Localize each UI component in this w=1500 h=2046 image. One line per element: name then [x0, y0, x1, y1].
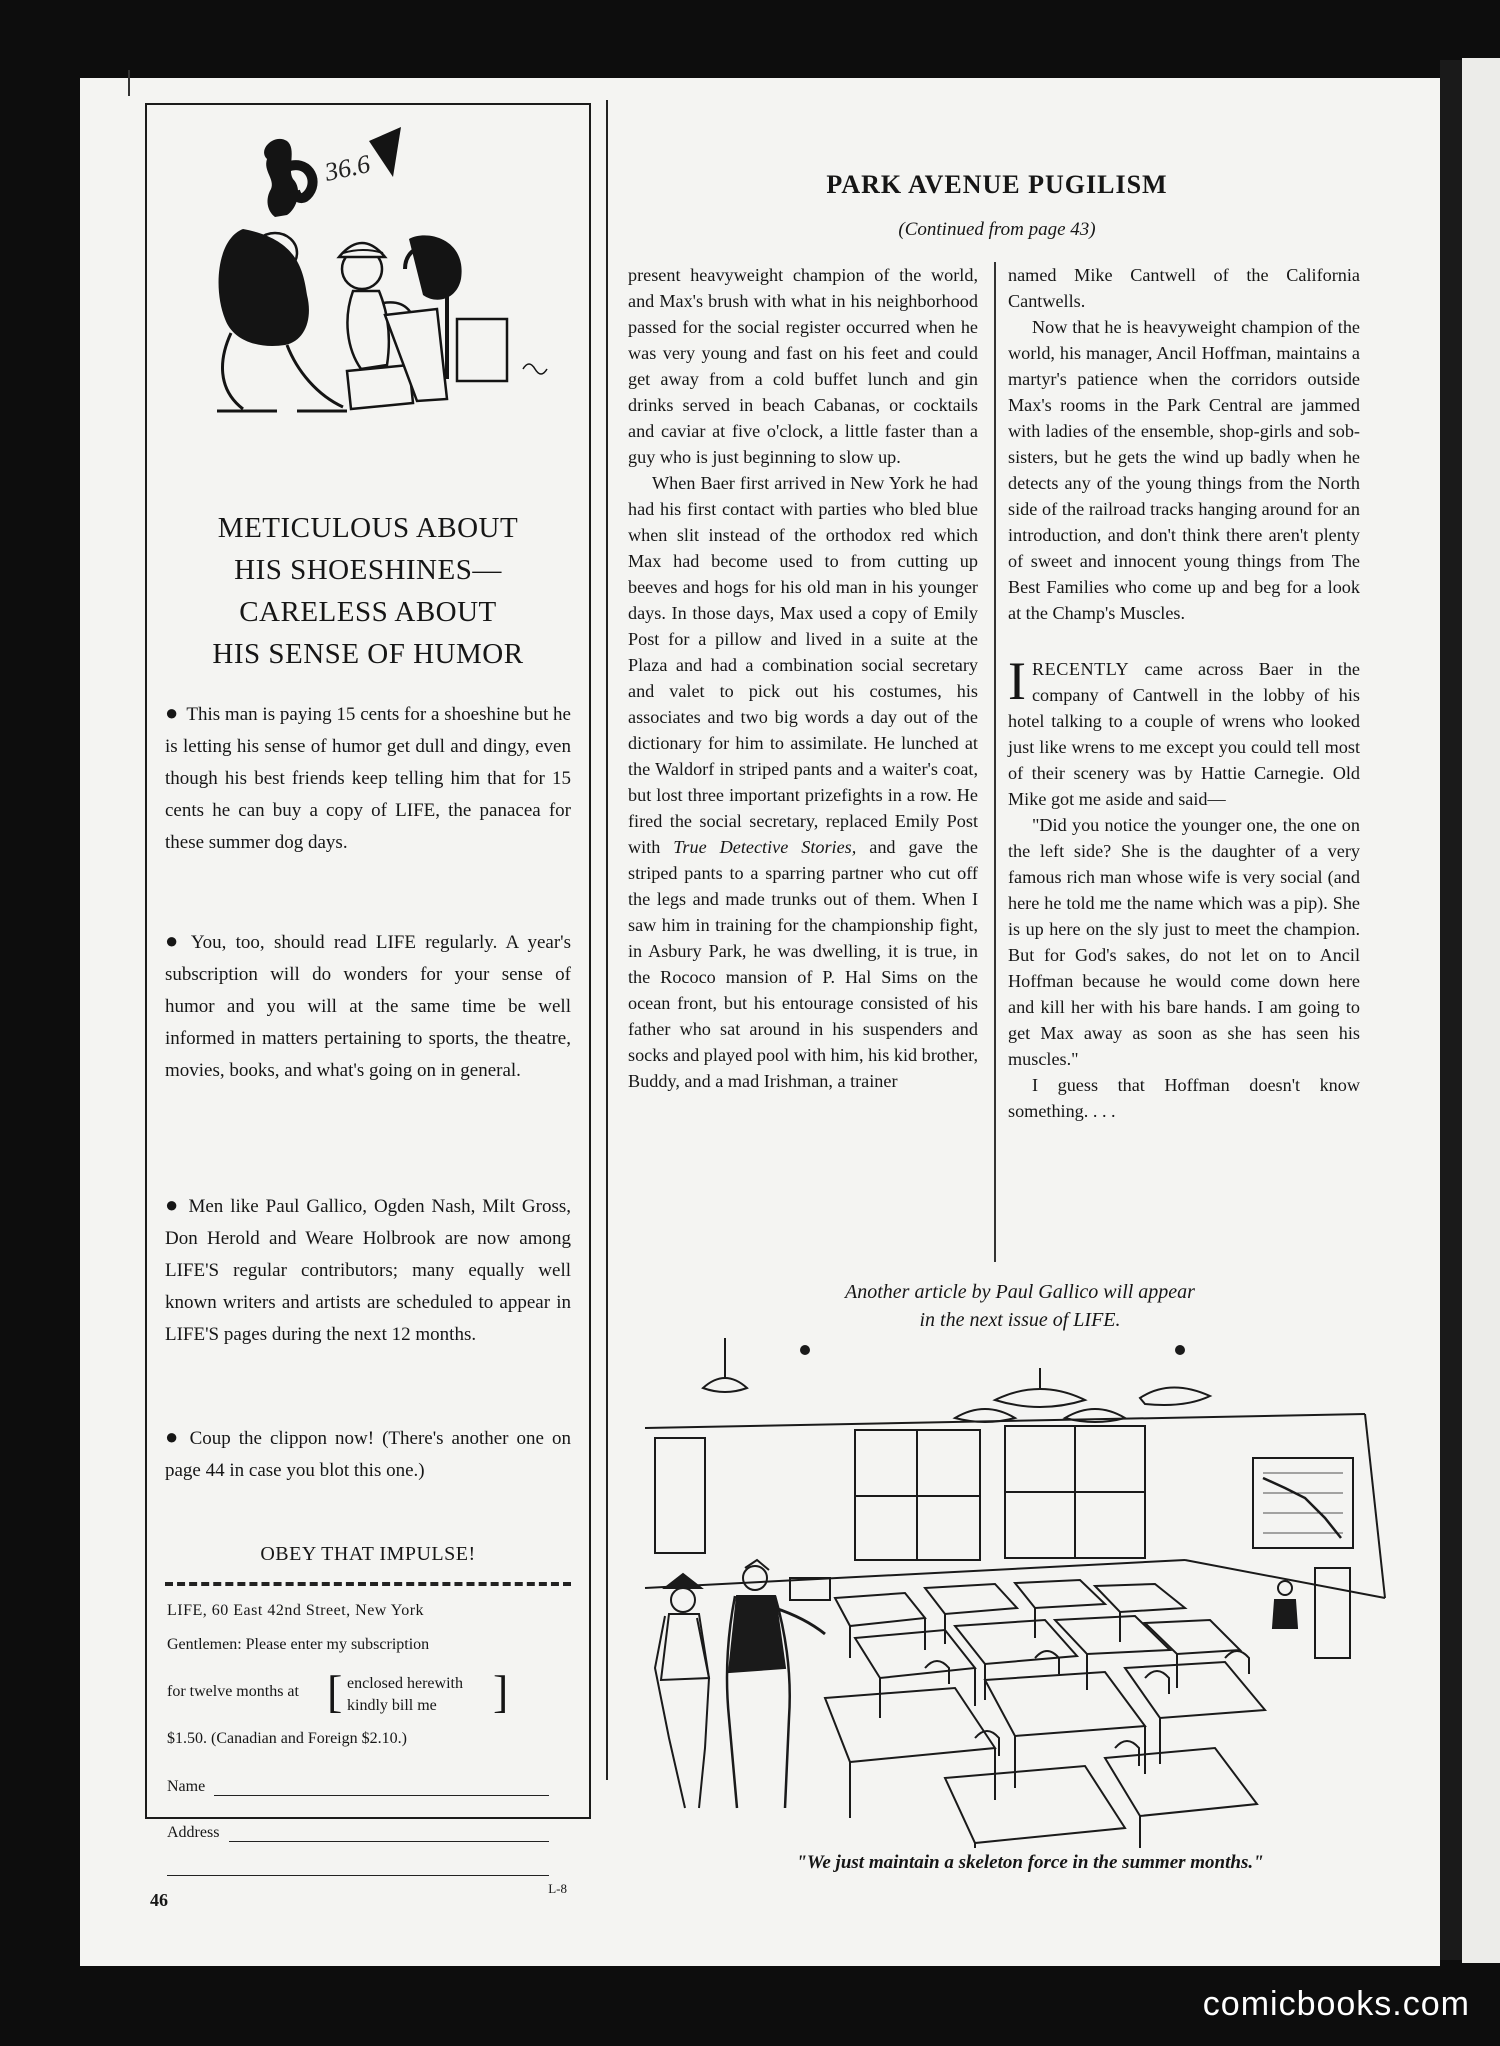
ad-slogan: OBEY THAT IMPULSE! — [260, 1543, 476, 1565]
ad-paragraph: ● Men like Paul Gallico, Ogden Nash, Milt Gross, Don Herold and Weare Holbrook are now among LIFE'S regular contributors; many equally well known writers and artists are scheduled to appear in LIFE'S pages during the next 12 months. — [165, 1192, 571, 1345]
headline-line: HIS SHOESHINES— — [234, 554, 502, 586]
article-title: PARK AVENUE PUGILISM — [826, 170, 1168, 199]
article-paragraph: present heavyweight champion of the world, and Max's brush with what in his neighborhood passed for the social register occurred when he was very young and fast on his feet and could get away from a cold buffet lunch and gin drinks served in beach Cabanas, or cocktails and caviar at five o'clock, a little faster than a guy who is just beginning to slow up. — [628, 265, 978, 467]
article-paragraph: Now that he is heavyweight champion of the world, his manager, Ancil Hoffman, maintains a martyr's patience when the corridors outside Max's rooms in the Park Central are jammed with ladies of the ensemble, shop-girls and sob-sisters, but he gets the wind up badly when he detects any of the young things from the North side of the railroad tracks hanging around for an introduction, and don't think there aren't plenty of sweet and innocent young things from The Best Families who come up and beg for a look at the Champ's Muscles. — [1008, 317, 1360, 623]
article-column-2 — [1008, 262, 1360, 1124]
name-label: Name — [167, 1778, 206, 1795]
office-cartoon — [625, 1338, 1405, 1848]
address-field-2[interactable] — [167, 1875, 549, 1876]
option-enclosed[interactable]: enclosed herewith — [347, 1675, 463, 1692]
cartoon-scribble: 36.6 — [322, 149, 373, 187]
payment-options — [347, 1673, 463, 1717]
ad-headline — [147, 507, 589, 675]
option-bill[interactable]: kindly bill me — [347, 1697, 437, 1714]
coupon-price: $1.50. (Canadian and Foreign $2.10.) — [167, 1730, 407, 1747]
site-watermark: comicbooks.com — [1202, 1985, 1470, 2023]
headline-line: HIS SENSE OF HUMOR — [212, 638, 524, 670]
promo-line: Another article by Paul Gallico will appear — [845, 1281, 1195, 1303]
page-binding-edge — [1440, 60, 1462, 1960]
name-field[interactable] — [214, 1795, 549, 1796]
shoeshine-cartoon — [147, 119, 589, 419]
coupon-code: L-8 — [548, 1881, 567, 1896]
address-field[interactable] — [229, 1841, 549, 1842]
article-paragraph: named Mike Cantwell of the California Cantwells. — [1008, 265, 1360, 311]
article-paragraph: "Did you notice the younger one, the one on the left side? She is the daughter of a very famous rich man whose wife is very social (and here he told me the name which was a pip). She is up here on the sly just to meet the champion. But for God's sakes, do not let on to Ancil Hoffman because he would come down here and kill her with his bare hands. I am going to get Max away as soon as she has seen his muscles." — [1008, 815, 1360, 1069]
article-paragraph: IRECENTLY came across Baer in the company of Cantwell in the lobby of his hotel talking to a couple of wrens who looked just like wrens to me except you could tell most of their scenery was by Hattie Carnegie. Old Mike got me aside and said— — [1008, 651, 1360, 809]
headline-line: METICULOUS ABOUT — [217, 512, 519, 544]
address-label: Address — [167, 1824, 220, 1841]
magazine-title: True Detective Stories, — [673, 837, 857, 857]
crop-mark — [128, 70, 130, 96]
cartoon-caption: "We just maintain a skeleton force in the summer months." — [796, 1852, 1264, 1873]
page-number: 46 — [150, 1890, 168, 1910]
article-paragraph: When Baer first arrived in New York he had had his first contact with parties who bled blue when slit instead of the orthodox red which Max had become used to from cutting up beeves and hogs for his old man in his younger days. In those days, Max used a copy of Emily Post for a pillow and lived in a suite at the Plaza and had a combination social secretary and valet to pick out his costumes, his associates and two big words a day out of the dictionary for him to assimilate. He lunched at the Waldorf in striped pants and a waiter's coat, but lost three important prizefights in a row. He fired the social secretary, replaced Emily Post with True Detective Stories, and gave the striped pants to a sparring partner who cut off the legs and made trunks out of them. When I saw him in training for the championship fight, in Asbury Park, he was dwelling, it is true, in the Rococo mansion of P. Hal Sims on the ocean front, but his entourage consisted of his father who sat around in his suspenders and socks and played pool with him, his kid brother, Buddy, and a mad Irishman, a trainer — [628, 473, 978, 1091]
ad-paragraph: ● Coup the clippon now! (There's another one on page 44 in case you blot this one.) — [165, 1424, 571, 1481]
bullet-icon: ● — [165, 1424, 182, 1449]
ad-paragraph: ● You, too, should read LIFE regularly. A year's subscription will do wonders for your sense of humor and you will at the same time be well informed in matters pertaining to sports, the theatre, movies, books, and what's going on in general. — [165, 928, 571, 1081]
bullet-icon: ● — [165, 928, 183, 953]
subscription-ad — [145, 103, 591, 1896]
adjacent-page-edge — [1462, 58, 1500, 1963]
right-brace: ] — [493, 1666, 509, 1717]
article-column-1 — [628, 262, 978, 1094]
next-issue-promo — [640, 1278, 1400, 1334]
coupon-address: LIFE, 60 East 42nd Street, New York — [167, 1602, 425, 1619]
headline-line: CARELESS ABOUT — [239, 596, 497, 628]
article-paragraph: I guess that Hoffman doesn't know something. . . . — [1008, 1075, 1360, 1121]
bullet-icon: ● — [165, 1192, 181, 1217]
column-rule — [994, 262, 996, 1262]
column-separator — [606, 100, 608, 1780]
coupon-greeting: Gentlemen: Please enter my subscription — [167, 1636, 430, 1653]
bullet-icon: ● — [165, 700, 179, 725]
drop-cap: I — [1008, 651, 1026, 711]
continued-note: (Continued from page 43) — [898, 219, 1096, 240]
promo-line: in the next issue of LIFE. — [919, 1309, 1121, 1331]
coupon-cut-line — [165, 1582, 571, 1586]
coupon-term: for twelve months at — [167, 1683, 299, 1700]
left-brace: [ — [327, 1666, 343, 1717]
ad-paragraph: ● This man is paying 15 cents for a shoeshine but he is letting his sense of humor get dull and dingy, even though his best friends keep telling him that for 15 cents he can buy a copy of LIFE, the panacea for these summer dog days. — [165, 700, 571, 853]
